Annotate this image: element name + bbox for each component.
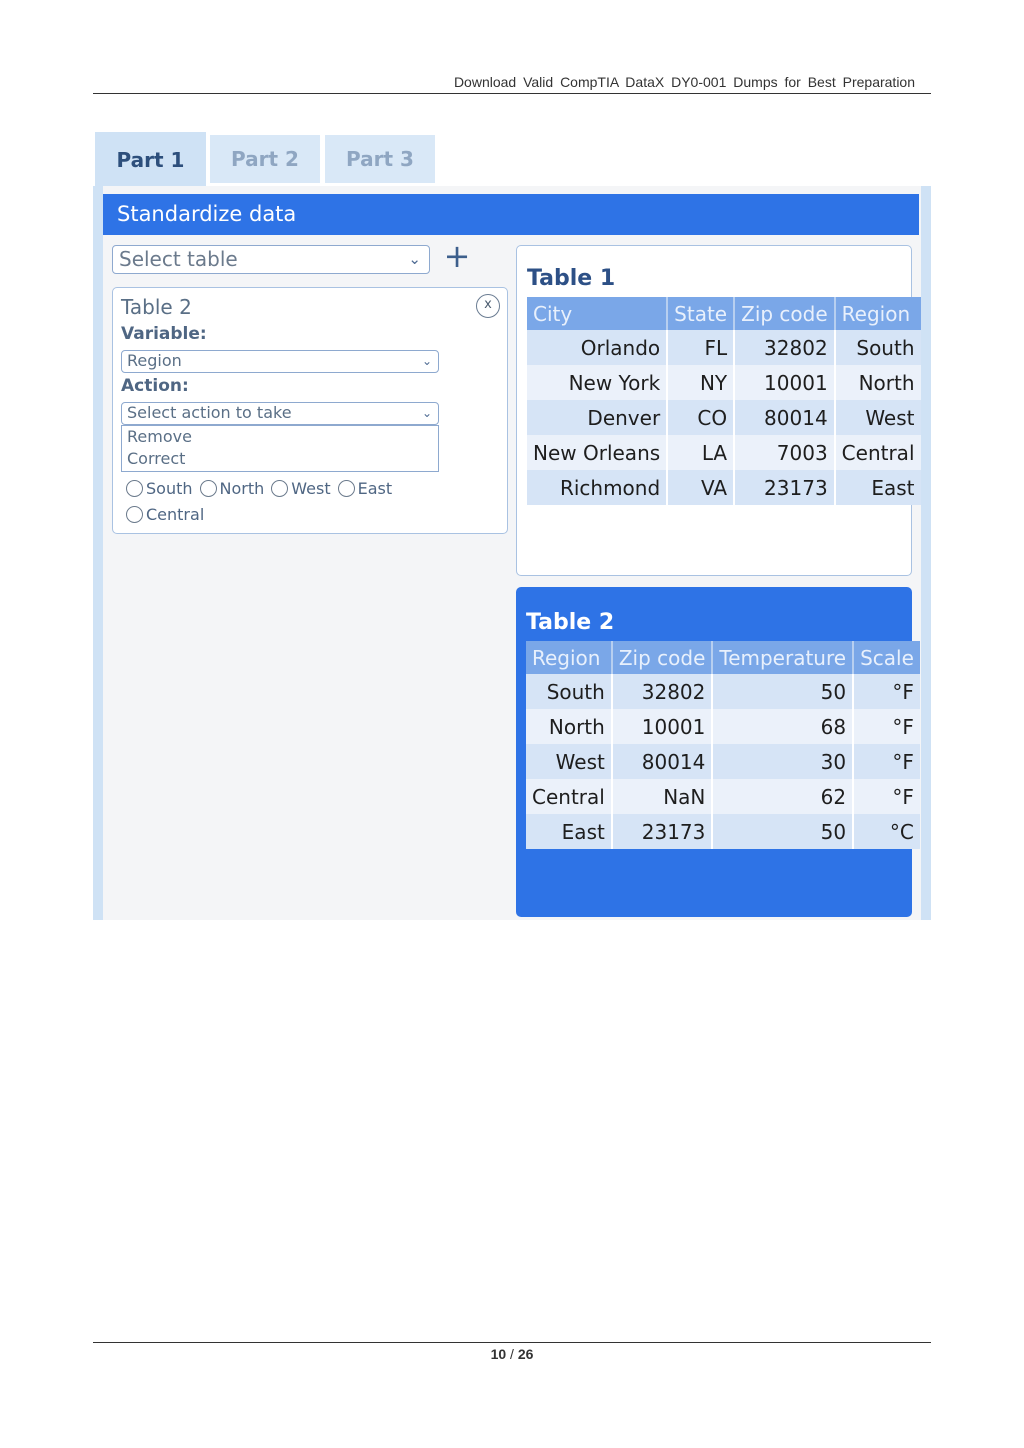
table-cell: °F: [853, 779, 920, 814]
table-cell: Orlando: [527, 330, 667, 365]
table-row: [526, 779, 920, 814]
table-2-title: Table 2: [526, 610, 615, 635]
table-row: [526, 744, 920, 779]
table-1-panel: [516, 245, 915, 576]
action-option-remove[interactable]: Remove: [127, 427, 192, 446]
part-tabs: [93, 130, 931, 188]
table-2-panel: [516, 587, 912, 917]
radio-button[interactable]: [126, 506, 143, 523]
table-cell: °F: [853, 709, 920, 744]
table-cell: Richmond: [527, 470, 667, 505]
radio-label: West: [291, 479, 331, 498]
panel-title: Standardize data: [103, 194, 919, 235]
table-1: [527, 297, 921, 505]
table-cell: Central: [526, 779, 612, 814]
table-row: [526, 674, 920, 709]
radio-east[interactable]: [338, 479, 393, 498]
table-cell: South: [526, 674, 612, 709]
table-cell: LA: [667, 435, 734, 470]
tab-part-2[interactable]: Part 2: [210, 135, 320, 183]
column-header: Region: [526, 641, 612, 674]
action-label: Action:: [121, 376, 189, 396]
chevron-down-icon: ⌄: [421, 406, 432, 420]
footer-divider: [93, 1342, 931, 1343]
column-header: Region: [835, 297, 921, 330]
table-row: [526, 709, 920, 744]
table-config-card: [112, 287, 508, 534]
table-2: [526, 641, 920, 849]
table-row: [527, 365, 921, 400]
table-cell: °F: [853, 674, 920, 709]
radio-button[interactable]: [126, 480, 143, 497]
table-cell: 80014: [734, 400, 835, 435]
table-cell: NaN: [612, 779, 713, 814]
page-current: 10: [490, 1346, 507, 1362]
table-cell: East: [835, 470, 921, 505]
table-cell: FL: [667, 330, 734, 365]
table-cell: New York: [527, 365, 667, 400]
radio-label: East: [357, 479, 393, 498]
page-separator: /: [510, 1346, 514, 1362]
table-cell: 30: [712, 744, 853, 779]
radio-button[interactable]: [338, 480, 355, 497]
action-option-correct[interactable]: Correct: [127, 449, 186, 468]
plus-icon: +: [443, 237, 471, 275]
chevron-down-icon: ⌄: [421, 354, 432, 368]
region-radio-group: [126, 479, 399, 498]
table-row: [526, 814, 920, 849]
table-cell: Central: [835, 435, 921, 470]
table-cell: Denver: [527, 400, 667, 435]
radio-label: South: [146, 479, 193, 498]
table-cell: North: [835, 365, 921, 400]
table-cell: 68: [712, 709, 853, 744]
action-select[interactable]: [121, 402, 439, 425]
table-cell: 10001: [612, 709, 713, 744]
table-cell: 23173: [612, 814, 713, 849]
region-radio-group-2: [126, 505, 211, 524]
column-header: Scale: [853, 641, 920, 674]
radio-west[interactable]: [271, 479, 330, 498]
table-cell: 50: [712, 674, 853, 709]
table-cell: 23173: [734, 470, 835, 505]
table-cell: New Orleans: [527, 435, 667, 470]
radio-button[interactable]: [200, 480, 217, 497]
select-table-value: Select table: [119, 247, 238, 271]
table-cell: NY: [667, 365, 734, 400]
page-total: 26: [517, 1346, 534, 1362]
add-table-button[interactable]: [442, 237, 472, 275]
table-cell: 32802: [734, 330, 835, 365]
table-cell: West: [835, 400, 921, 435]
close-card-button[interactable]: [476, 294, 500, 318]
document-header: Download Valid CompTIA DataX DY0-001 Dumps for Best Preparation: [93, 72, 931, 94]
variable-label: Variable:: [121, 324, 207, 344]
table-cell: West: [526, 744, 612, 779]
column-header: Zip code: [612, 641, 713, 674]
column-header: Temperature: [712, 641, 853, 674]
column-header: City: [527, 297, 667, 330]
radio-central[interactable]: [126, 505, 204, 524]
table-row: [527, 330, 921, 365]
radio-label: Central: [146, 505, 205, 524]
table-cell: 10001: [734, 365, 835, 400]
card-title: Table 2: [121, 295, 192, 319]
table-cell: °C: [853, 814, 920, 849]
variable-select-value: Region: [127, 351, 182, 370]
table-cell: CO: [667, 400, 734, 435]
table-row: [527, 470, 921, 505]
table-cell: East: [526, 814, 612, 849]
action-options-list: [121, 425, 439, 472]
chevron-down-icon: ⌄: [408, 250, 421, 268]
select-table-dropdown[interactable]: [112, 245, 430, 274]
main-panel: [93, 186, 931, 920]
column-header: State: [667, 297, 734, 330]
table-cell: South: [835, 330, 921, 365]
table-cell: VA: [667, 470, 734, 505]
tab-part-1[interactable]: Part 1: [95, 132, 206, 188]
radio-button[interactable]: [271, 480, 288, 497]
variable-select[interactable]: [121, 350, 439, 373]
table-cell: 62: [712, 779, 853, 814]
table-cell: 32802: [612, 674, 713, 709]
table-cell: 80014: [612, 744, 713, 779]
standardize-data-screen: [93, 130, 931, 920]
table-1-title: Table 1: [527, 266, 616, 291]
table-cell: °F: [853, 744, 920, 779]
table-row: [527, 435, 921, 470]
page-number: [0, 1346, 1024, 1362]
radio-label: North: [219, 479, 265, 498]
table-cell: North: [526, 709, 612, 744]
table-cell: 50: [712, 814, 853, 849]
radio-south[interactable]: [126, 479, 193, 498]
action-select-value: Select action to take: [127, 403, 292, 422]
column-header: Zip code: [734, 297, 835, 330]
table-cell: 7003: [734, 435, 835, 470]
close-icon: x: [484, 297, 492, 312]
radio-north[interactable]: [200, 479, 265, 498]
table-row: [527, 400, 921, 435]
tab-part-3[interactable]: Part 3: [325, 135, 435, 183]
